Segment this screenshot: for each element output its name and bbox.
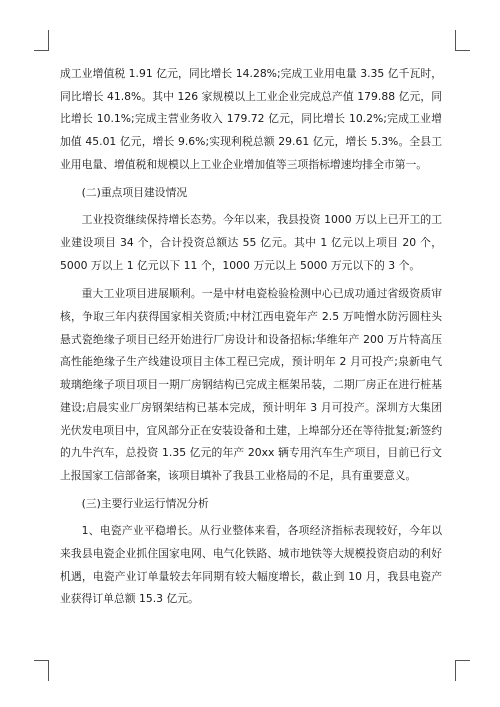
section-heading-key-projects: (二)重点项目建设情况 <box>81 185 188 199</box>
paragraph-major-projects: 重大工业项目进展顺利。一是中材电瓷检验检测中心已成功通过省级资质审核，争取三年内获得国家相关资质;中材江西电瓷年产 2.5 万吨憎水防污圆柱头悬式瓷绝缘子项目已经开始进行厂房设计和设备招标;华维年产 200 万片特高压高性能绝缘子生产线建设项目主体工程已完成，预计明年 2 月可投产;泉新电气玻璃绝缘子项目项目一期厂房钢结构已完成主框架吊装，二期厂房正在进行桩基建设;启晨实业厂房钢架结构已基本完成，预计明年 3 月可投产。深圳方大集团光伏发电项目中，宜风部分正在安装设备和土建，上埠部分还在等待批复;新签约的九牛汽车，总投资 1.35 亿元的年产 20xx 辆专用汽车生产项目，目前已行文上报国家工信部备案，该项目填补了我县工业格局的不足，具有重要意义。 <box>60 287 442 482</box>
crop-mark-top-right <box>455 30 470 51</box>
crop-mark-top-left <box>34 30 49 51</box>
paragraph-porcelain-industry: 1、电瓷产业平稳增长。从行业整体来看，各项经济指标表现较好，今年以来我县电瓷企业抓住国家电网、电气化铁路、城市地铁等大规模投资启动的利好机遇，电瓷产业订单量较去年同期有较大幅度增长，截止到 10 月，我县电瓷产业获得订单总额 15.3 亿元。 <box>60 524 442 606</box>
crop-mark-bottom-right <box>455 660 470 681</box>
document-body <box>60 63 442 611</box>
paragraph-industrial-investment: 工业投资继续保持增长态势。今年以来，我县投资 1000 万以上已开工的工业建设项目 34 个，合计投资总额达 55 亿元。其中 1 亿元以上项目 20 个，5000 万以上 1 亿元以下 11 个，1000 万元以上 5000 万元以下的 3 个。 <box>60 213 442 272</box>
paragraph-industrial-output: 成工业增值税 1.91 亿元，同比增长 14.28%;完成工业用电量 3.35 亿千瓦时，同比增长 41.8%。其中 126 家规模以上工业企业完成总产值 179.88 亿元，同比增长 10.1%;完成主营业务收入 179.72 亿元，同比增长 10.2%;完成工业增加值 45.01 亿元，增长 9.6%;实现利税总额 29.61 亿元，增长 5.3%。全县工业用电量、增值税和规模以上工业企业增加值等三项指标增速均排全市第一。 <box>60 67 442 171</box>
section-heading-industry-analysis: (三)主要行业运行情况分析 <box>81 496 209 510</box>
crop-mark-bottom-left <box>34 660 49 681</box>
